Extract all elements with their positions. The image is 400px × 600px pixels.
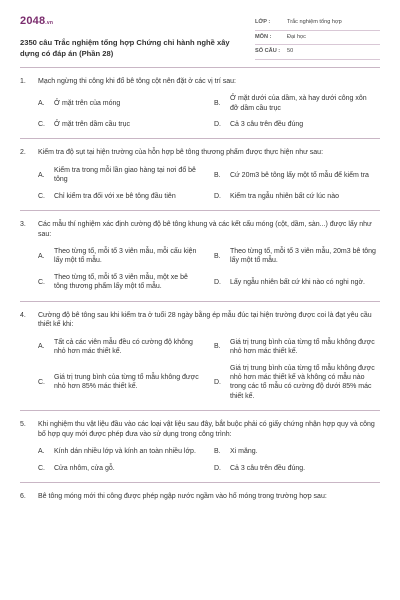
option-text: Giá trị trung bình của từng tổ mẫu không được nhỏ hơn 85% mác thiết kế. [54,373,199,391]
option-text: Ở mặt dưới của dầm, xà hay dưới công xôn đỡ dầm cầu trục [230,95,367,112]
answer-option[interactable] [38,247,204,266]
answer-option[interactable] [214,94,380,113]
question-list [20,68,380,511]
answer-option[interactable] [214,464,380,473]
question-item [20,68,380,140]
option-letter: A. [38,171,45,179]
option-text: Ở mặt trên dầm cầu trục [54,120,131,128]
answer-options [20,166,380,201]
option-letter: B. [214,448,221,456]
answer-option[interactable] [38,166,204,185]
answer-option[interactable] [214,192,380,201]
option-text: Giá trị trung bình của từng tổ mẫu không được nhỏ hơn mác thiết kế và không có mẫu nào trong các tổ mẫu có cường độ dưới 85% mác thiết kế. [230,364,375,400]
option-letter: D. [214,378,221,386]
question-item [20,139,380,211]
option-text: Cả 3 câu trên đều đúng. [230,464,306,472]
answer-option[interactable] [214,120,380,129]
option-letter: D. [214,278,221,286]
answer-options [20,94,380,129]
option-text: Chỉ kiểm tra đối với xe bê tông đầu tiên [54,192,176,200]
meta-row [255,31,380,46]
question-text: Cường độ bê tông sau khi kiểm tra ở tuổi 28 ngày bằng ép mẫu đúc tại hiện trường được coi là đạt yêu cầu thiết kế khi: [38,311,372,329]
option-text: Lấy ngẫu nhiên bất cứ khi nào có nghi ngờ. [230,278,365,286]
question-header [20,311,380,330]
option-letter: D. [214,464,221,472]
option-text: Kiểm tra ngẫu nhiên bất cứ lúc nào [230,192,339,200]
header-left [20,14,250,60]
question-item [20,411,380,483]
option-letter: C. [38,192,45,200]
option-text: Theo từng tổ, mỗi tổ 3 viên mẫu, mỗi cấu kiện lấy một tổ mẫu. [54,248,197,265]
option-text: Cửa nhôm, cửa gỗ. [54,464,115,472]
answer-option[interactable] [214,364,380,402]
meta-key: SỐ CÂU : [255,48,281,55]
option-letter: D. [214,192,221,200]
answer-option[interactable] [38,94,204,113]
question-header [20,420,380,439]
question-item [20,302,380,412]
option-text: Kiểm tra trong mỗi lần giao hàng tại nơi đổ bê tông [54,166,196,184]
question-header [20,77,380,86]
question-text: Khi nghiệm thu vật liệu đầu vào các loại vật liệu sau đây, bắt buộc phải có giấy chứng nhận hợp quy và công bố hợp quy mới được phép đưa vào sử dụng trong công trình: [38,421,375,438]
answer-option[interactable] [38,447,204,456]
question-number: 1. [20,77,26,85]
option-letter: C. [38,278,45,286]
option-letter: A. [38,343,45,351]
meta-value: 50 [287,48,294,55]
question-item [20,483,380,510]
question-number: 6. [20,493,26,501]
option-text: Xi măng. [230,448,258,456]
option-text: Theo từng tổ, mỗi tổ 3 viên mẫu, một xe bê tông thương phẩm lấy một tổ mẫu. [54,273,188,291]
meta-value: Đại học [287,33,306,40]
option-text: Ở mặt trên của móng [54,99,121,107]
answer-options [20,247,380,292]
option-letter: B. [214,99,221,107]
answer-option[interactable] [38,273,204,292]
question-text: Các mẫu thí nghiệm xác định cường độ bê tông khung và các kết cấu móng (cột, dầm, sàn...) được lấy như sau: [38,221,372,238]
answer-options [20,338,380,402]
document-header [20,14,380,60]
option-letter: A. [38,448,45,456]
question-number: 5. [20,421,26,429]
answer-option[interactable] [214,247,380,266]
answer-option[interactable] [214,166,380,185]
answer-option[interactable] [38,338,204,357]
question-number: 4. [20,311,26,319]
document-meta [255,16,380,60]
option-letter: B. [214,252,221,260]
answer-options [20,447,380,473]
meta-key: MÔN : [255,33,272,40]
option-text: Giá trị trung bình của từng tổ mẫu không được nhỏ hơn mác thiết kế. [230,338,375,356]
logo-main: 2048 [20,15,46,27]
question-number: 3. [20,221,26,229]
site-logo[interactable] [20,14,250,29]
question-header [20,220,380,239]
question-item [20,211,380,302]
question-text: Mạch ngừng thi công khi đổ bê tông cột nên đặt ở các vị trí sau: [38,77,237,85]
option-letter: C. [38,378,45,386]
question-header [20,148,380,157]
meta-key: LỚP : [255,19,271,25]
option-letter: C. [38,464,45,472]
question-number: 2. [20,149,26,157]
meta-row [255,45,380,60]
answer-option[interactable] [38,192,204,201]
option-text: Theo từng tổ, mỗi tổ 3 viên mẫu, 20m3 bê tông lấy một tổ mẫu. [230,248,376,265]
meta-value: Trắc nghiệm tổng hợp [287,19,342,25]
option-text: Cứ 20m3 bê tông lấy một tổ mẫu để kiểm tra [230,171,369,179]
option-letter: D. [214,120,221,128]
question-text: Kiểm tra độ sụt tại hiện trường của hỗn hợp bê tông thương phẩm được thực hiện như sau: [38,149,324,157]
logo-suffix: .vn [45,20,54,26]
option-text: Tất cả các viên mẫu đều có cường độ không nhỏ hơn mác thiết kế. [54,338,193,356]
answer-option[interactable] [214,338,380,357]
option-text: Cả 3 câu trên đều đúng [230,120,304,128]
option-letter: A. [38,252,45,260]
answer-option[interactable] [214,447,380,456]
answer-option[interactable] [38,120,204,129]
meta-row [255,16,380,31]
option-letter: A. [38,99,45,107]
option-letter: C. [38,120,45,128]
option-letter: B. [214,343,221,351]
option-letter: B. [214,171,221,179]
option-text: Kính dán nhiều lớp và kính an toàn nhiều lớp. [54,448,196,456]
answer-option[interactable] [214,273,380,292]
question-text: Bê tông móng mới thi công được phép ngập nước ngầm vào hố móng trong trường hợp sau: [38,493,327,501]
question-header [20,492,380,501]
answer-option[interactable] [38,464,204,473]
answer-option[interactable] [38,364,204,402]
document-title: 2350 câu Trắc nghiệm tổng hợp Chứng chỉ hành nghề xây dựng có đáp án (Phần 28) [20,37,230,59]
